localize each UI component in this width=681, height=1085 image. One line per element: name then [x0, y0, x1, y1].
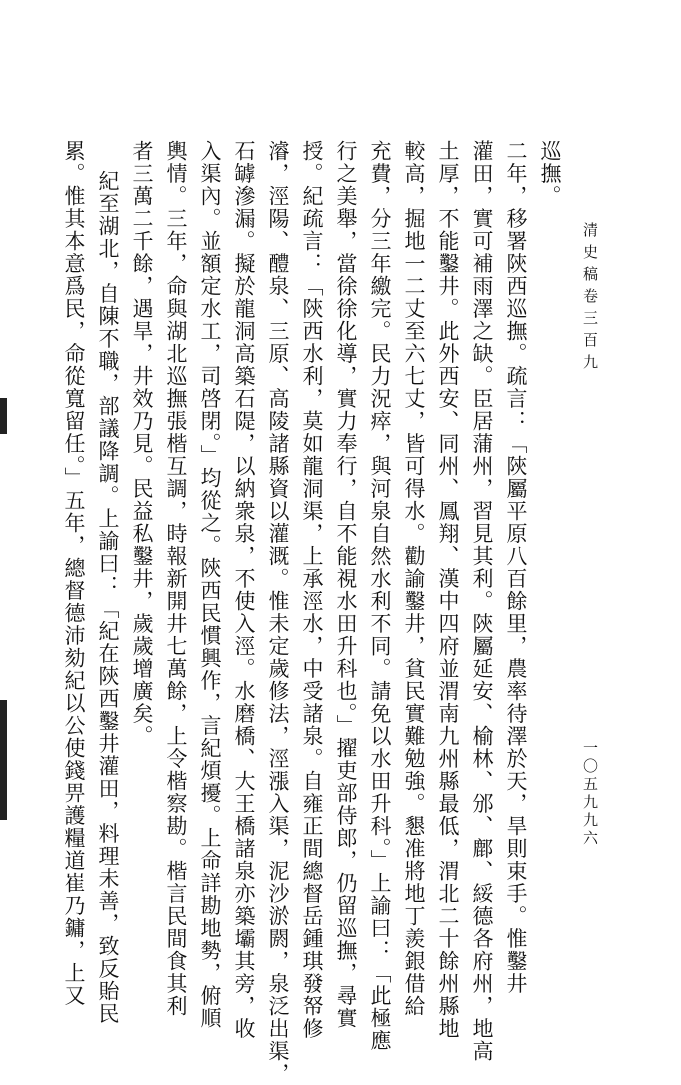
text-column-10: 石罅滲漏。擬於龍洞高築石隄，以納衆泉，不使入涇。水磨橋、大王橋諸泉亦築壩其旁，收	[232, 140, 256, 1040]
text-column-11: 入渠內。並額定水工，司啓閉。」均從之。陝西民慣興作，言紀煩擾。上命詳勘地勢，俯順	[198, 140, 222, 1030]
text-column-4: 土厚，不能鑿井。此外西安、同州、鳳翔、漢中四府並渭南九州縣最低，渭北二十餘州縣地	[436, 140, 460, 1040]
text-column-14: 紀至湖北，自陳不職，部議降調。上諭曰：「紀在陝西鑿井灌田，料理未善，致反貽民	[96, 170, 120, 1025]
text-column-7: 行之美舉，當徐徐化導，實力奉行，自不能視水田升科也。」擢吏部侍郎，仍留巡撫，尋實	[334, 140, 358, 1030]
text-column-5: 較高，掘地一二丈至六七丈，皆可得水。勸諭鑿井，貧民實難勉強。懇准將地丁羨銀借給	[402, 140, 426, 1018]
text-column-9: 濬，涇陽、醴泉、三原、高陵諸縣資以灌溉。惟未定歲修法，涇漲入渠，泥沙淤閼，泉泛出渠，	[266, 140, 290, 1085]
text-column-6: 充費，分三年繳完。民力況瘁，與河泉自然水利不同。請免以水田升科。」上諭曰：「此極應	[368, 140, 392, 1052]
left-edge-mark-lower	[0, 700, 7, 820]
left-edge-mark	[0, 398, 7, 434]
text-column-1: 巡撫。	[538, 140, 562, 208]
text-column-2: 二年，移署陝西巡撫。疏言：「陝屬平原八百餘里，農率待澤於天，旱則束手。惟鑿井	[504, 140, 528, 995]
text-column-8: 授。紀疏言：「陝西水利，莫如龍洞渠，上承涇水，中受諸泉。自雍正間總督岳鍾琪發帑修	[300, 140, 324, 1040]
text-column-12: 輿情。三年，命與湖北巡撫張楷互調，時報新開井七萬餘，上令楷察勘。楷言民間食其利	[164, 140, 188, 1018]
page-number: 一〇五九九六	[581, 740, 599, 848]
page-header-title: 清史稿卷三百九	[581, 222, 599, 376]
text-column-3: 灌田，實可補雨澤之缺。臣居蒲州，習見其利。陝屬延安、榆林、邠、鄜、綏德各府州，地高	[470, 140, 494, 1063]
text-column-15: 累。惟其本意爲民，命從寬留任。」五年，總督德沛劾紀以公使錢畀護糧道崔乃鏞，上又	[62, 140, 86, 1007]
text-column-13: 者三萬二千餘，遇旱，井效乃見。民益私鑿井，歲歲增廣矣。	[130, 140, 154, 748]
